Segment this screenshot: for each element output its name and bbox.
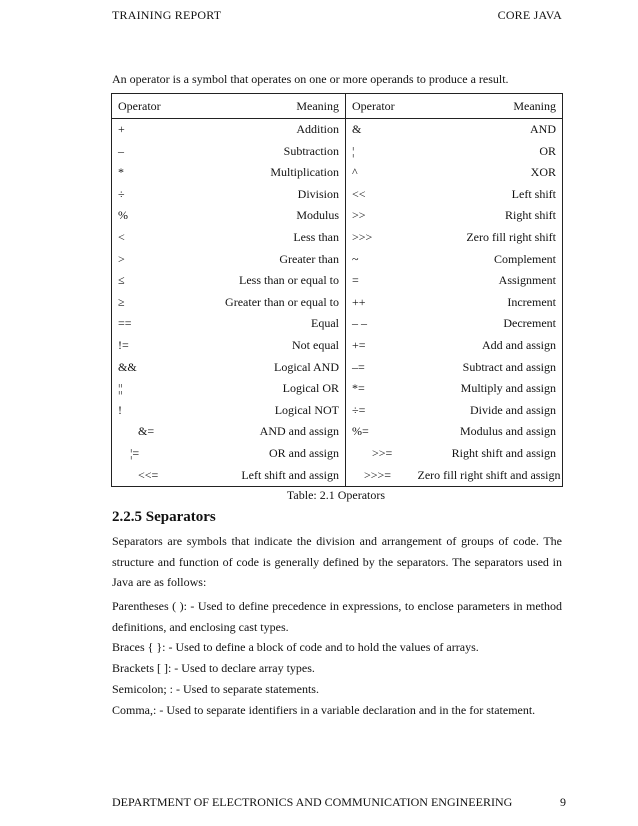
meaning-cell: Division [297, 186, 339, 201]
table-row [112, 465, 563, 487]
meaning-cell: AND [412, 119, 563, 141]
operator-cell: ^ [346, 162, 412, 184]
meaning-cell: Logical OR [282, 381, 339, 396]
meaning-cell: Right shift and assign [412, 443, 563, 465]
meaning-cell: AND and assign [259, 424, 339, 439]
meaning-cell: Add and assign [412, 335, 563, 357]
operator-cell: << [346, 184, 412, 206]
table-row [112, 184, 563, 206]
operator-cell: += [346, 335, 412, 357]
operator-cell: ¦¦ [112, 378, 148, 400]
meaning-cell: Increment [412, 292, 563, 314]
operator-cell: = [346, 270, 412, 292]
meaning-cell: Subtraction [283, 143, 339, 158]
operator-cell: – – [346, 313, 412, 335]
operator-cell: * [112, 162, 148, 184]
meaning-cell: Left shift [412, 184, 563, 206]
header-meaning: Meaning [148, 94, 346, 119]
operators-table [111, 93, 563, 487]
table-row [112, 357, 563, 379]
separator-item-semicolon: Semicolon; : - Used to separate statements. [112, 682, 319, 696]
table-row [112, 162, 563, 184]
meaning-cell: Modulus and assign [412, 421, 563, 443]
operator-cell: >>>= [346, 465, 412, 487]
operator-cell: > [112, 249, 148, 271]
table-row [112, 443, 563, 465]
table-row [112, 249, 563, 271]
meaning-cell: Divide and assign [412, 400, 563, 422]
header-meaning-2: Meaning [412, 94, 563, 119]
meaning-cell: Less than [293, 229, 339, 244]
meaning-cell: Addition [296, 122, 339, 136]
operator-cell: &= [112, 421, 148, 443]
operator-cell: ≥ [112, 292, 148, 314]
meaning-cell: Logical AND [274, 359, 339, 374]
meaning-cell: Logical NOT [274, 402, 339, 417]
separator-item-braces: Braces { }: - Used to define a block of code and to hold the values of arrays. [112, 640, 479, 654]
meaning-cell: Equal [311, 316, 339, 331]
operator-cell: % [112, 205, 148, 227]
separator-item-brackets: Brackets [ ]: - Used to declare array types. [112, 661, 315, 675]
meaning-cell: XOR [412, 162, 563, 184]
meaning-cell: Less than or equal to [239, 273, 339, 288]
operator-cell: >>= [346, 443, 412, 465]
table-row [112, 292, 563, 314]
header-operator-2: Operator [346, 94, 412, 119]
operator-cell: ÷ [112, 184, 148, 206]
table-row [112, 335, 563, 357]
meaning-cell: OR [412, 141, 563, 163]
operator-cell: –= [346, 357, 412, 379]
meaning-cell: Zero fill right shift and assign [412, 465, 563, 487]
operator-cell: %= [346, 421, 412, 443]
meaning-cell: Subtract and assign [412, 357, 563, 379]
operator-cell: ! [112, 400, 148, 422]
meaning-cell: Multiplication [270, 165, 339, 180]
table-row [112, 141, 563, 163]
separator-item-parentheses: Parentheses ( ): - Used to define precedence in expressions, to enclose parameters in method definitions, and enclosing cast types. [112, 599, 562, 634]
meaning-cell: Left shift and assign [148, 465, 346, 487]
table-row [112, 227, 563, 249]
separator-item-comma: Comma,: - Used to separate identifiers in a variable declaration and in the for statement. [112, 703, 536, 717]
section-paragraph: Separators are symbols that indicate the division and arrangement of groups of code. The structure and function of code is generally defined by the separators. The separators used in Java are as follows: [112, 534, 562, 589]
table-row [112, 270, 563, 292]
meaning-cell: Multiply and assign [412, 378, 563, 400]
table-caption: Table: 2.1 Operators [286, 488, 386, 502]
operator-cell: + [112, 119, 148, 141]
operator-cell: == [112, 313, 148, 335]
operator-cell: ≤ [112, 270, 148, 292]
footer-department: DEPARTMENT OF ELECTRONICS AND COMMUNICATION ENGINEERING [112, 795, 513, 809]
operator-cell: <<= [112, 465, 148, 487]
meaning-cell: Zero fill right shift [412, 227, 563, 249]
page-number: 9 [560, 795, 566, 809]
operator-cell: & [346, 119, 412, 141]
table-row [112, 313, 563, 335]
table-row [112, 378, 563, 400]
table-row [112, 421, 563, 443]
meaning-cell: Greater than [279, 251, 339, 266]
table-row [112, 400, 563, 422]
intro-sentence: An operator is a symbol that operates on one or more operands to produce a result. [112, 72, 509, 86]
operator-cell: < [112, 227, 148, 249]
meaning-cell: Modulus [296, 208, 339, 223]
header-operator: Operator [112, 94, 148, 119]
meaning-cell: OR and assign [269, 445, 339, 460]
operator-cell: ~ [346, 249, 412, 271]
table-body [112, 119, 563, 487]
operator-cell: && [112, 357, 148, 379]
header-subject: CORE JAVA [497, 8, 562, 22]
meaning-cell: Assignment [412, 270, 563, 292]
meaning-cell: Not equal [292, 337, 339, 352]
table-row [112, 205, 563, 227]
operator-cell: ¦ [346, 141, 412, 163]
meaning-cell: Complement [412, 249, 563, 271]
meaning-cell: Decrement [412, 313, 563, 335]
operator-cell: >>> [346, 227, 412, 249]
operator-cell: *= [346, 378, 412, 400]
operator-cell: ¦= [112, 443, 148, 465]
operator-cell: ++ [346, 292, 412, 314]
meaning-cell: Greater than or equal to [225, 294, 339, 309]
header-title: TRAINING REPORT [112, 8, 222, 22]
operator-cell: >> [346, 205, 412, 227]
operator-cell: – [112, 141, 148, 163]
meaning-cell: Right shift [412, 205, 563, 227]
table-header-row [112, 94, 563, 119]
table-row [112, 119, 563, 141]
section-title: 2.2.5 Separators [112, 509, 216, 525]
operator-cell: ÷= [346, 400, 412, 422]
operator-cell: != [112, 335, 148, 357]
